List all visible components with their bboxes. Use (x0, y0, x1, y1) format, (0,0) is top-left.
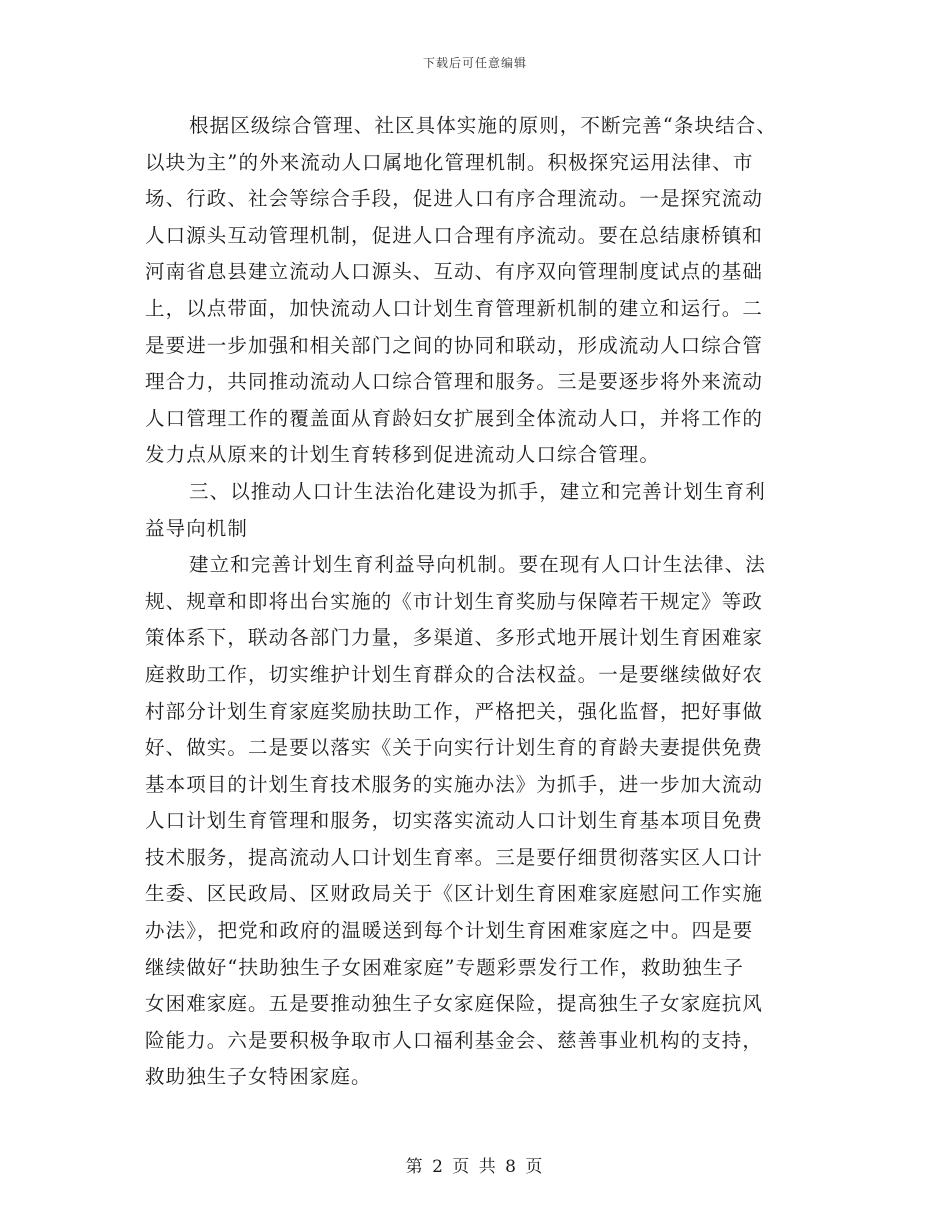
paragraph-line: 好、做实。二是要以落实《关于向实行计划生育的育龄夫妻提供免费 (145, 736, 764, 760)
paragraph-line: 女困难家庭。五是要推动独生子女家庭保险，提高独生子女家庭抗风 (145, 992, 764, 1016)
paragraph-2 (145, 547, 807, 1096)
paragraph-line: 上，以点带面，加快流动人口计划生育管理新机制的建立和运行。二 (145, 296, 764, 320)
paragraph-line: 人口管理工作的覆盖面从育龄妇女扩展到全体流动人口，并将工作的 (145, 406, 764, 430)
paragraph-line: 庭救助工作，切实维护计划生育群众的合法权益。一是要继续做好农 (145, 662, 764, 686)
paragraph-line: 继续做好“扶助独生子女困难家庭”专题彩票发行工作，救助独生子 (145, 955, 744, 979)
heading-line: 益导向机制 (145, 516, 249, 540)
paragraph-line: 规、规章和即将出台实施的《市计划生育奖励与保障若干规定》等政 (145, 589, 764, 613)
paragraph-line: 技术服务，提高流动人口计划生育率。三是要仔细贯彻落实区人口计 (145, 845, 764, 869)
paragraph-line: 村部分计划生育家庭奖励扶助工作，严格把关，强化监督，把好事做 (145, 699, 764, 723)
heading-line: 三、以推动人口计生法治化建设为抓手，建立和完善计划生育利 (189, 479, 766, 503)
paragraph-line: 险能力。六是要积极争取市人口福利基金会、慈善事业机构的支持， (145, 1028, 764, 1052)
paragraph-1 (145, 108, 807, 474)
paragraph-line: 发力点从原来的计划生育转移到促进流动人口综合管理。 (145, 443, 661, 467)
paragraph-line: 河南省息县建立流动人口源头、互动、有序双向管理制度试点的基础 (145, 260, 764, 284)
paragraph-line: 以块为主”的外来流动人口属地化管理机制。积极探究运用法律、市 (145, 150, 754, 174)
paragraph-line: 办法》，把党和政府的温暖送到每个计划生育困难家庭之中。四是要 (145, 919, 754, 943)
paragraph-line: 理合力，共同推动流动人口综合管理和服务。三是要逐步将外来流动 (145, 370, 764, 394)
paragraph-line: 场、行政、社会等综合手段，促进人口有序合理流动。一是探究流动 (145, 187, 764, 211)
paragraph-line: 救助独生子女特困家庭。 (145, 1065, 372, 1089)
paragraph-line: 人口源头互动管理机制，促进人口合理有序流动。要在总结康桥镇和 (145, 223, 764, 247)
header-note: 下载后可任意编辑 (422, 56, 527, 70)
paragraph-line: 建立和完善计划生育利益导向机制。要在现有人口计生法律、法 (189, 553, 766, 577)
paragraph-line: 人口计划生育管理和服务，切实落实流动人口计划生育基本项目免费 (145, 809, 764, 833)
paragraph-line: 基本项目的计划生育技术服务的实施办法》为抓手，进一步加大流动 (145, 772, 764, 796)
paragraph-line: 根据区级综合管理、社区具体实施的原则，不断完善“条块结合、 (189, 114, 777, 137)
section-heading (145, 474, 807, 547)
paragraph-line: 策体系下，联动各部门力量，多渠道、多形式地开展计划生育困难家 (145, 626, 764, 650)
paragraph-line: 生委、区民政局、区财政局关于《区计划生育困难家庭慰问工作实施 (145, 882, 764, 906)
document-body (145, 108, 807, 1096)
page-number-footer: 第 2 页 共 8 页 (405, 1157, 545, 1177)
paragraph-line: 是要进一步加强和相关部门之间的协同和联动，形成流动人口综合管 (145, 333, 764, 357)
